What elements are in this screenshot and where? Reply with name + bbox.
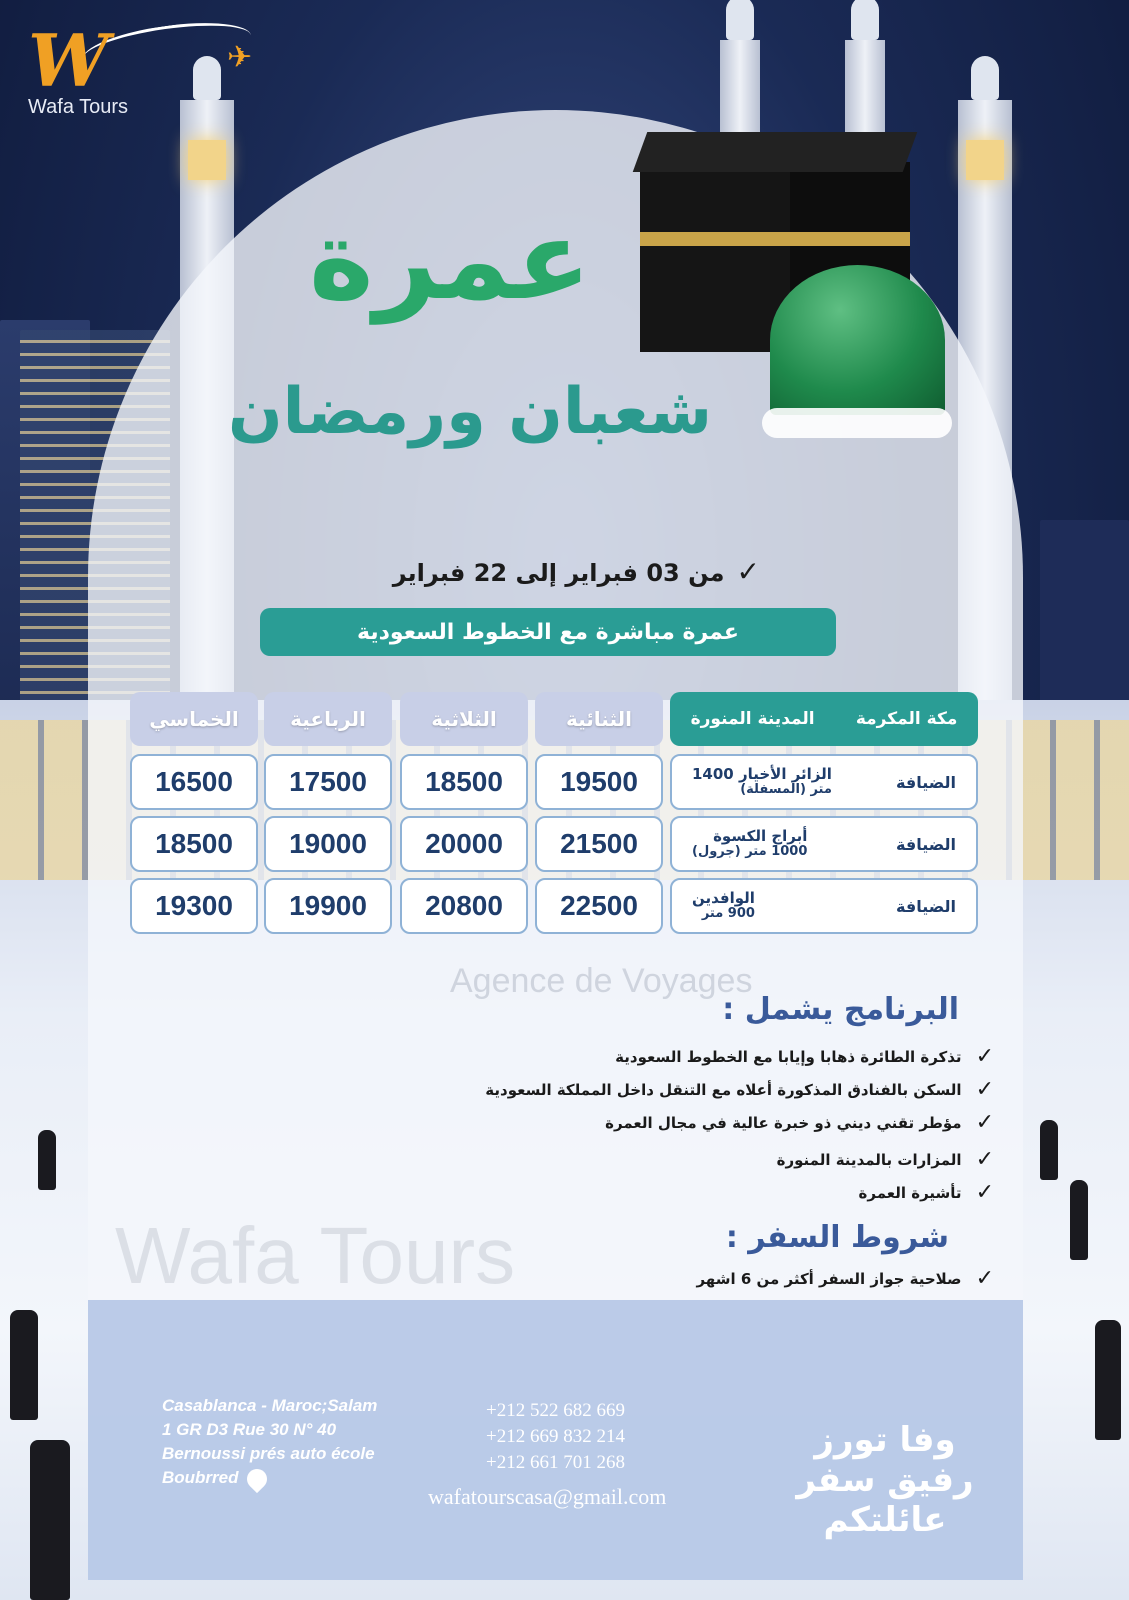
pilgrim-figure (1095, 1320, 1121, 1440)
price-cell: 19000 (264, 816, 392, 872)
address: Casablanca - Maroc;Salam 1 GR D3 Rue 30 N° 40 Bernoussi prés auto école Boubrred (162, 1394, 442, 1490)
header-triple: الثلاثية (400, 692, 528, 746)
check-icon: ✓ (975, 1180, 994, 1205)
header-mecca: مكة المكرمة (855, 709, 958, 729)
hosting-label: الضيافة (896, 772, 956, 792)
airplane-icon: ✈ (227, 40, 253, 75)
travel-dates: ✓من 03 فبراير إلى 22 فبراير (392, 555, 760, 588)
price-cell: 19300 (130, 878, 258, 934)
phone-number[interactable]: +212 669 832 214 (486, 1426, 625, 1447)
price-cell: 18500 (400, 754, 528, 810)
price-cell: 21500 (535, 816, 663, 872)
hosting-label: الضيافة (896, 896, 956, 916)
hotel-cell (670, 754, 978, 810)
program-item: ✓ السكن بالفنادق المذكورة أعلاه مع التنقل داخل المملكة السعودية (485, 1077, 994, 1102)
check-icon: ✓ (975, 1044, 994, 1069)
pilgrim-figure (1040, 1120, 1058, 1180)
phone-numbers (486, 1398, 666, 1476)
price-cell: 20000 (400, 816, 528, 872)
phone-number[interactable]: +212 522 682 669 (486, 1400, 625, 1421)
price-cell: 20800 (400, 878, 528, 934)
price-table (130, 692, 980, 937)
check-icon: ✓ (975, 1110, 994, 1135)
price-cell: 19500 (535, 754, 663, 810)
program-item: ✓ مؤطر تقني ديني ذو خبرة عالية في مجال العمرة (605, 1110, 994, 1135)
program-item: ✓ المزارات بالمدينة المنورة (776, 1147, 994, 1172)
condition-item: ✓ صلاحية جواز السفر أكثر من 6 اشهر (696, 1266, 994, 1291)
header-quint: الخماسي (130, 692, 258, 746)
program-item: ✓ تأشيرة العمرة (858, 1180, 994, 1205)
hotel-cell (670, 816, 978, 872)
logo (22, 18, 272, 128)
hotel-distance: 900 متر (701, 906, 755, 922)
slogan: وفا تورز رفيق سفر عائلتكم (796, 1420, 974, 1540)
airline-banner: عمرة مباشرة مع الخطوط السعودية (260, 608, 836, 656)
main-title: عمرة (308, 196, 592, 324)
pilgrim-figure (30, 1440, 70, 1600)
hosting-label: الضيافة (896, 834, 956, 854)
pilgrim-figure (38, 1130, 56, 1190)
logo-mark: W (28, 18, 101, 103)
header-quad: الرباعية (264, 692, 392, 746)
header-madina: المدينة المنورة (690, 709, 815, 729)
cloud (762, 408, 952, 438)
pilgrim-figure (1070, 1180, 1088, 1260)
logo-text: Wafa Tours (28, 96, 129, 118)
phone-number[interactable]: +212 661 701 268 (486, 1452, 625, 1473)
hotel-distance: متر (المسفلة) (740, 782, 832, 798)
hotel-name: الوافدين (692, 888, 755, 907)
check-icon: ✓ (975, 1147, 994, 1172)
watermark-wafa: Wafa Tours (115, 1211, 516, 1300)
header-hotels (670, 692, 978, 746)
check-icon: ✓ (736, 555, 760, 588)
program-item: ✓ تذكرة الطائرة ذهابا وإيابا مع الخطوط السعودية (615, 1044, 994, 1069)
price-cell: 22500 (535, 878, 663, 934)
program-title: البرنامج يشمل : (722, 992, 959, 1027)
price-cell: 16500 (130, 754, 258, 810)
hotel-cell (670, 878, 978, 934)
watermark-agence: Agence de Voyages (450, 962, 753, 1000)
hotel-name: الزائر الأخيار 1400 (692, 764, 832, 783)
location-pin-icon (242, 1464, 270, 1492)
subtitle: شعبان ورمضان (227, 375, 713, 449)
check-icon: ✓ (975, 1266, 994, 1291)
conditions-title: شروط السفر : (725, 1220, 949, 1255)
price-cell: 17500 (264, 754, 392, 810)
price-cell: 18500 (130, 816, 258, 872)
price-cell: 19900 (264, 878, 392, 934)
email-link[interactable]: wafatourscasa@gmail.com (428, 1484, 667, 1509)
hotel-distance: 1000 متر (جرول) (692, 844, 808, 860)
header-double: الثنائية (535, 692, 663, 746)
pilgrim-figure (10, 1310, 38, 1420)
green-dome-illustration (770, 265, 945, 415)
check-icon: ✓ (975, 1077, 994, 1102)
hotel-name: أبراج الكسوة (713, 826, 808, 845)
